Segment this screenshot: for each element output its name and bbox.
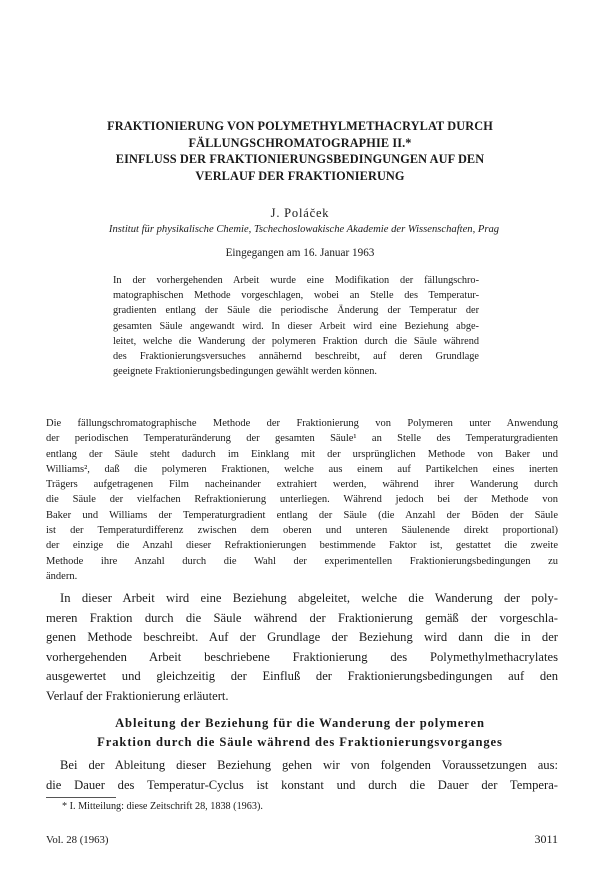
author-affiliation: Institut für physikalische Chemie, Tschechoslowakische Akademie der Wissenschaften, Prag	[108, 224, 500, 235]
article-title	[60, 118, 540, 184]
intro-line: Methode ihre Anzahl durch die Wahl der experimentellen Fraktionierungsbedingungen zu	[46, 555, 558, 567]
body-line: vorhergehenden Arbeit beschriebene Fraktionierung des Polymethylmethacrylates	[46, 649, 558, 664]
author-name: J. Poláček	[270, 206, 330, 220]
page-number: 3011	[534, 832, 558, 846]
body-paragraph	[46, 589, 558, 706]
body-line: genen Methode beschreibt. Auf der Grundlage der Beziehung wird dann die in der	[46, 630, 558, 644]
body-line: meren Fraktion durch die Säule während der Fraktionierung gemäß der vorgeschla-	[46, 610, 558, 625]
abstract-line: leitet, welche die Wanderung der polymeren Fraktion durch die Säule während	[113, 335, 479, 347]
intro-line: der periodischen Temperaturänderung der gesamten Säule¹ an Stelle des Temperaturgradienten	[46, 433, 558, 445]
abstract-line: In der vorhergehenden Arbeit wurde eine Modifikation der fällungschro-	[113, 275, 479, 286]
received-date: Eingegangen am 16. Januar 1963	[225, 247, 375, 259]
intro-line: der einzige die Anzahl dieser Refraktionierungen bestimmende Faktor ist, gestattet die zweite	[46, 540, 558, 552]
abstract-line: gradienten entlang der Säule die periodische Änderung der Temperatur der	[113, 305, 479, 317]
body-line: In dieser Arbeit wird eine Beziehung abgeleitet, welche die Wanderung der poly-	[60, 591, 558, 605]
intro-line: Baker und Williams der Temperaturgradient entlang der Säule (die Anzahl der Böden der Säule	[46, 509, 558, 521]
intro-line: entlang der Säule steht dadurch im Einklang mit der ursprünglichen Methode von Baker und	[46, 448, 558, 460]
abstract-line: geeignete Fraktionierungsbedingungen gewählt werden können.	[113, 366, 377, 378]
title-line: FRAKTIONIERUNG VON POLYMETHYLMETHACRYLAT DURCH	[107, 119, 493, 133]
section-heading	[0, 714, 600, 751]
section-line: die Dauer des Temperatur-Cyclus ist konstant und durch die Dauer der Tempera-	[46, 777, 558, 792]
abstract-line: gesamten Säule angewandt wird. In dieser Arbeit wird eine Beziehung abge-	[113, 320, 479, 332]
body-line: ausgewertet und gleichzeitig der Einfluß der Fraktionierungsbedingungen auf den	[46, 669, 558, 683]
abstract	[113, 273, 479, 379]
footnote: * I. Mitteilung: diese Zeitschrift 28, 1838 (1963).	[62, 801, 263, 812]
title-line: FÄLLUNGSCHROMATOGRAPHIE II.*	[188, 135, 412, 150]
title-line: VERLAUF DER FRAKTIONIERUNG	[195, 168, 405, 183]
abstract-line: des Fraktionierungsversuches annähernd beschreibt, auf deren Grundlage	[113, 351, 479, 363]
intro-line: Williams², daß die polymeren Fraktionen, welche aus einem auf Partikelchen eines inerten	[46, 463, 558, 475]
intro-line: Die fällungschromatographische Methode der Fraktionierung von Polymeren unter Anwendung	[46, 418, 558, 429]
section-paragraph	[46, 756, 558, 795]
footnote-divider	[46, 797, 116, 798]
body-line: Verlauf der Fraktionierung erläutert.	[46, 688, 229, 703]
abstract-line: matographischen Methode vorgeschlagen, wobei an Stelle des Temperatur-	[113, 290, 479, 302]
intro-paragraph	[46, 416, 558, 584]
intro-line: ist der Temperaturdifferenz zwischen dem oberen und unteren Säulenende direkt proportional)	[46, 525, 558, 537]
journal-volume: Vol. 28 (1963)	[46, 834, 109, 846]
title-line: EINFLUSS DER FRAKTIONIERUNGSBEDINGUNGEN AUF DEN	[115, 152, 485, 166]
section-heading-line: Ableitung der Beziehung für die Wanderung der polymeren	[115, 716, 485, 730]
section-line: Bei der Ableitung dieser Beziehung gehen wir von folgenden Voraussetzungen aus:	[60, 758, 558, 772]
intro-line: Trägers aufgetragenen Film nacheinander extrahiert werden, während ihrer Wanderung durch	[46, 479, 558, 491]
section-heading-line: Fraktion durch die Säule während des Fraktionierungsvorganges	[97, 734, 503, 749]
intro-line: die Säule der vielfachen Refraktionierung unterliegen. Während jedoch bei der Methode von	[46, 494, 558, 506]
intro-line: ändern.	[46, 570, 78, 582]
